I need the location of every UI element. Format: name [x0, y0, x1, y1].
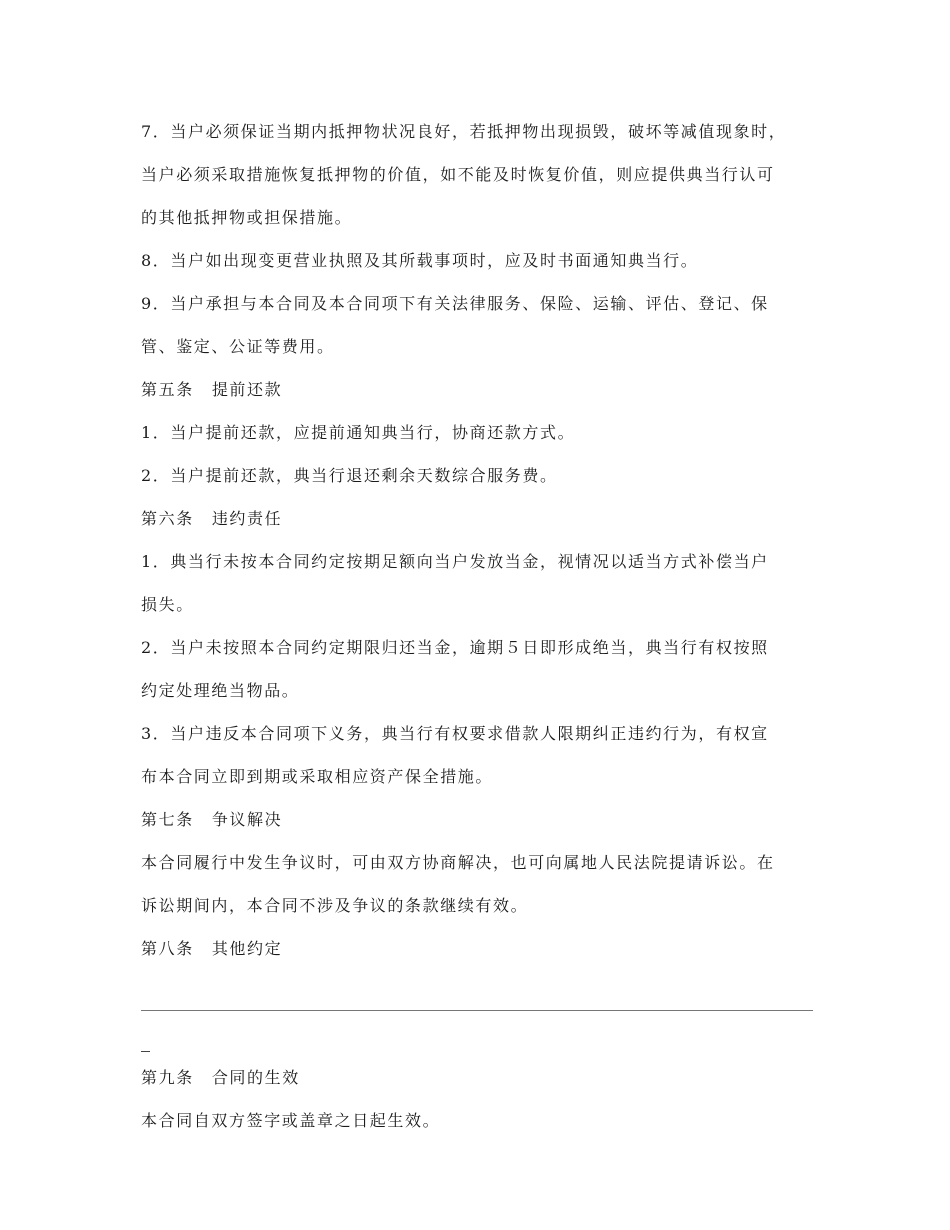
- clause9-title: 合同的生效: [211, 1068, 300, 1087]
- clause4-item7-line2: 当户必须采取措施恢复抵押物的价值，如不能及时恢复价值，则应提供典当行认可: [141, 165, 775, 184]
- clause5-heading: [141, 368, 816, 411]
- clause6-title: 违约责任: [211, 509, 283, 528]
- clause8-title: 其他约定: [211, 939, 283, 958]
- clause6-line3: 2．当户未按照本合同约定期限归还当金，逾期５日即形成绝当，典当行有权按照: [141, 638, 769, 657]
- clause6-line4: 约定处理绝当物品。: [141, 681, 300, 700]
- clause5-line2: 2．当户提前还款，典当行退还剩余天数综合服务费。: [141, 466, 558, 485]
- clause6-line5: 3．当户违反本合同项下义务，典当行有权要求借款人限期纠正违约行为，有权宣: [141, 724, 769, 743]
- clause4-item9-line2: 管、鉴定、公证等费用。: [141, 337, 335, 356]
- clause5-title: 提前还款: [211, 380, 283, 399]
- clause7-number: 第七条: [141, 810, 194, 829]
- clause7-line2: 诉讼期间内，本合同不涉及争议的条款继续有效。: [141, 896, 529, 915]
- clause8-blank-fill: [141, 970, 816, 1056]
- clause4-item8-line1: 8．当户如出现变更营业执照及其所载事项时，应及时书面通知典当行。: [141, 251, 699, 270]
- clause7-line1: 本合同履行中发生争议时，可由双方协商解决，也可向属地人民法院提请诉讼。在: [141, 853, 775, 872]
- clause9-line1: 本合同自双方签字或盖章之日起生效。: [141, 1111, 441, 1130]
- clause7-heading: [141, 798, 816, 841]
- blank-fill-line-end: [141, 1051, 150, 1052]
- clause6-line1: 1．典当行未按本合同约定按期足额向当户发放当金，视情况以适当方式补偿当户: [141, 552, 769, 571]
- clause4-item7-line1: 7．当户必须保证当期内抵押物状况良好，若抵押物出现损毁，破坏等减值现象时，: [141, 122, 787, 141]
- clause9-number: 第九条: [141, 1068, 194, 1087]
- clause9-heading: [141, 1056, 816, 1099]
- clause8-heading: [141, 927, 816, 970]
- clause6-line2: 损失。: [141, 595, 194, 614]
- clause5-line1: 1．当户提前还款，应提前通知典当行，协商还款方式。: [141, 423, 576, 442]
- blank-fill-line: [141, 1010, 813, 1011]
- clause7-title: 争议解决: [211, 810, 283, 829]
- clause8-number: 第八条: [141, 939, 194, 958]
- clause5-number: 第五条: [141, 380, 194, 399]
- contract-body: [141, 110, 816, 1142]
- clause6-number: 第六条: [141, 509, 194, 528]
- clause6-heading: [141, 497, 816, 540]
- clause4-item7-line3: 的其他抵押物或担保措施。: [141, 208, 353, 227]
- clause6-line6: 布本合同立即到期或采取相应资产保全措施。: [141, 767, 494, 786]
- clause4-item9-line1: 9．当户承担与本合同及本合同项下有关法律服务、保险、运输、评估、登记、保: [141, 294, 769, 313]
